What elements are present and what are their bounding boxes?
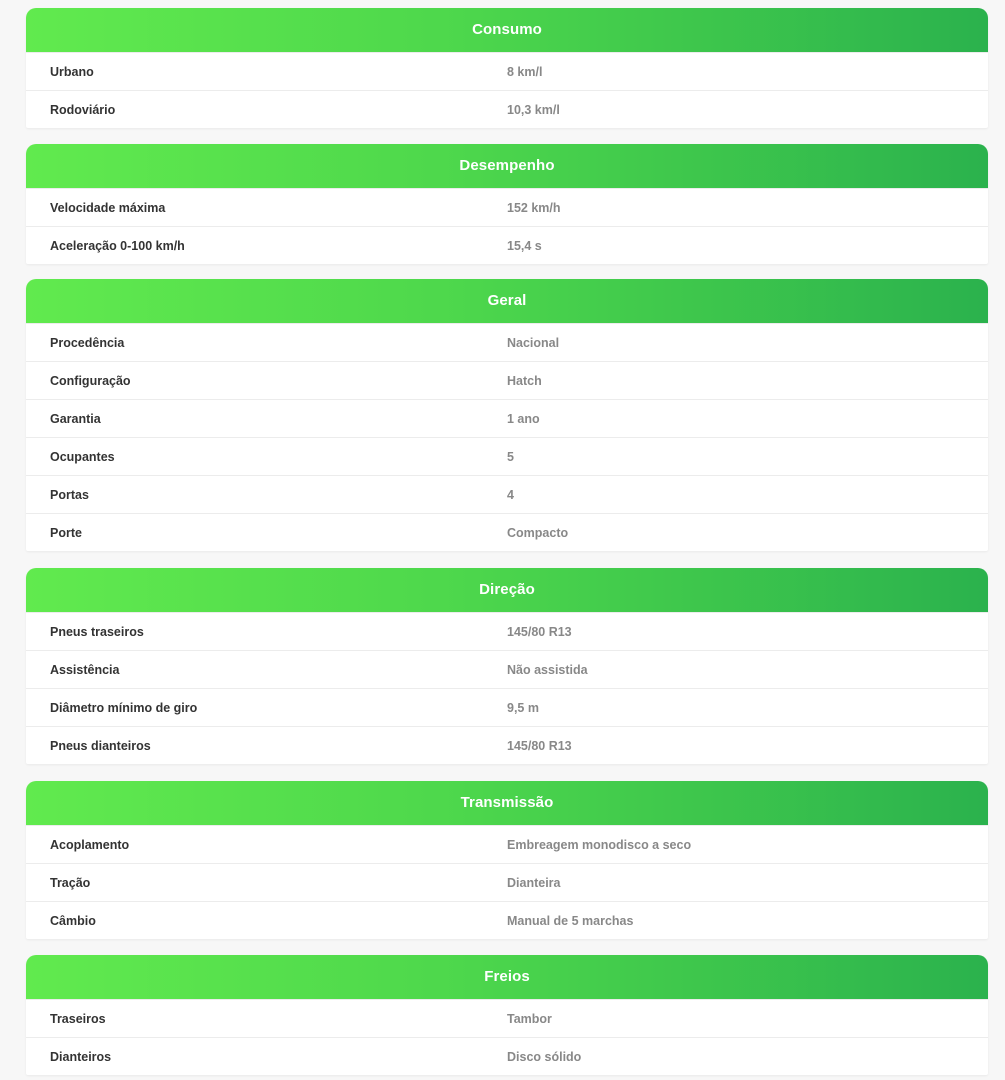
spec-row xyxy=(26,688,988,726)
spec-label: Tração xyxy=(50,876,91,890)
spec-row xyxy=(26,726,988,764)
section-direcao xyxy=(26,568,988,764)
spec-row xyxy=(26,475,988,513)
section-title: Desempenho xyxy=(26,144,988,188)
spec-value: Hatch xyxy=(507,374,542,388)
spec-row xyxy=(26,612,988,650)
spec-row xyxy=(26,399,988,437)
section-title: Freios xyxy=(26,955,988,999)
spec-row xyxy=(26,90,988,128)
spec-value: Disco sólido xyxy=(507,1050,582,1064)
spec-row xyxy=(26,650,988,688)
spec-value: Embreagem monodisco a seco xyxy=(507,838,692,852)
section-desempenho xyxy=(26,144,988,264)
section-title: Direção xyxy=(26,568,988,612)
spec-label: Traseiros xyxy=(50,1012,106,1026)
spec-value: 10,3 km/l xyxy=(507,103,560,117)
spec-value: 4 xyxy=(507,488,514,502)
spec-row xyxy=(26,52,988,90)
spec-row xyxy=(26,901,988,939)
spec-label: Pneus traseiros xyxy=(50,625,144,639)
spec-value: Compacto xyxy=(507,526,569,540)
spec-value: 5 xyxy=(507,450,514,464)
spec-label: Portas xyxy=(50,488,89,502)
spec-value: 145/80 R13 xyxy=(507,625,572,639)
spec-label: Aceleração 0-100 km/h xyxy=(50,239,185,253)
spec-label: Pneus dianteiros xyxy=(50,739,151,753)
spec-label: Ocupantes xyxy=(50,450,115,464)
spec-label: Procedência xyxy=(50,336,125,350)
spec-row xyxy=(26,361,988,399)
section-freios xyxy=(26,955,988,1075)
spec-label: Velocidade máxima xyxy=(50,201,166,215)
spec-label: Câmbio xyxy=(50,914,96,928)
section-geral xyxy=(26,279,988,551)
spec-row xyxy=(26,825,988,863)
spec-value: Dianteira xyxy=(507,876,561,890)
section-title: Transmissão xyxy=(26,781,988,825)
spec-value: Nacional xyxy=(507,336,560,350)
spec-row xyxy=(26,323,988,361)
section-consumo xyxy=(26,8,988,128)
spec-row xyxy=(26,188,988,226)
spec-label: Diâmetro mínimo de giro xyxy=(50,701,198,715)
spec-value: 145/80 R13 xyxy=(507,739,572,753)
spec-value: Não assistida xyxy=(507,663,588,677)
spec-value: Tambor xyxy=(507,1012,552,1026)
spec-value: 15,4 s xyxy=(507,239,542,253)
spec-label: Urbano xyxy=(50,65,94,79)
spec-label: Configuração xyxy=(50,374,131,388)
spec-label: Garantia xyxy=(50,412,101,426)
spec-value: 152 km/h xyxy=(507,201,561,215)
spec-row xyxy=(26,863,988,901)
section-title: Consumo xyxy=(26,8,988,52)
spec-label: Dianteiros xyxy=(50,1050,112,1064)
spec-row xyxy=(26,226,988,264)
spec-label: Assistência xyxy=(50,663,120,677)
spec-row xyxy=(26,437,988,475)
spec-label: Rodoviário xyxy=(50,103,116,117)
spec-label: Acoplamento xyxy=(50,838,130,852)
section-transmissao xyxy=(26,781,988,939)
spec-label: Porte xyxy=(50,526,82,540)
spec-value: 1 ano xyxy=(507,412,540,426)
spec-value: Manual de 5 marchas xyxy=(507,914,634,928)
spec-row xyxy=(26,1037,988,1075)
spec-row xyxy=(26,513,988,551)
section-title: Geral xyxy=(26,279,988,323)
spec-value: 8 km/l xyxy=(507,65,543,79)
spec-value: 9,5 m xyxy=(507,701,539,715)
spec-row xyxy=(26,999,988,1037)
